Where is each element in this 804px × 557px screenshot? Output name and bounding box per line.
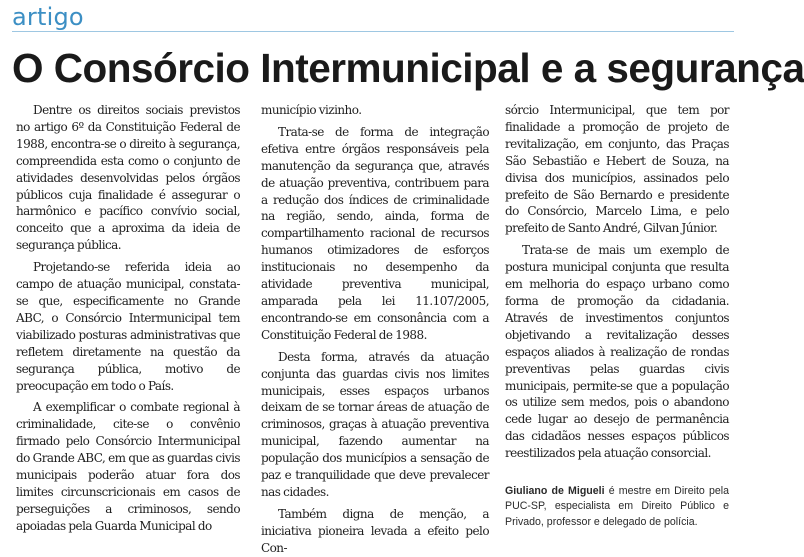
paragraph: A exemplificar o combate regional à criminalidade, cite-se o convênio firmado pelo Consórcio Intermunicipal do Grande ABC, em que as guardas civis municipais poderão atuar fora dos limites circunscricionais em casos de perseguições a criminosos, sendo apoiadas pela Guarda Municipal do — [16, 400, 240, 533]
article-headline: O Consórcio Intermunicipal e a segurança — [12, 45, 804, 91]
section-divider — [12, 31, 734, 32]
paragraph: Também digna de menção, a iniciativa pioneira levada a efeito pelo Con- — [261, 506, 489, 555]
paragraph-continuation: município vizinho. — [261, 103, 362, 117]
paragraph: Trata-se de mais um exemplo de postura municipal conjunta que resulta em melhoria do espaço urbano como forma de promoção da cidadania. Através de investimentos conjuntos objetivando a revitalização desses espaços aliados à realização de rondas preventivas pelas guardas civis municipais, permite-se que a população os utilize sem medos, pois o abandono cede lugar ao desejo de permanência das cidadãos nesses espaços públicos reestilizados pela atuação consorcial. — [505, 243, 729, 461]
section-tag: artigo — [12, 3, 84, 31]
paragraph: Trata-se de forma de integração efetiva entre órgãos responsáveis pela manutenção da segurança que, através de atuação preventiva, contribuem para a redução dos índices de criminalidade na região, sendo, ainda, forma de compartilhamento racional de recursos humanos otimizadores de esforços institucionais no desempenho da atividade preventiva municipal, amparada pela lei 11.107/2005, encontrando-se em consonância com a Constituição Federal de 1988. — [261, 124, 489, 342]
author-name: Giuliano de Migueli — [505, 485, 605, 497]
article-column-1 — [16, 102, 240, 535]
article-column-3 — [505, 102, 729, 462]
author-bio: é mestre em Direito pela PUC-SP, especialista em Direito Público e Privado, professor e delegado de polícia. — [505, 485, 729, 528]
paragraph: Projetando-se referida ideia ao campo de atuação municipal, constata-se que, especificamente no Grande ABC, o Consórcio Intermunicipal tem viabilizado posturas administrativas que refletem diretamente na questão da segurança pública, motivo de preocupação em todo o País. — [16, 260, 240, 393]
paragraph: Desta forma, através da atuação conjunta das guardas civis nos limites municipais, esses espaços urbanos deixam de se tornar áreas de atuação de criminosos, graças à atuação preventiva municipal, fazendo aumentar na população dos municípios a sensação de paz e tranquilidade que deve prevalecer nas cidades. — [261, 349, 489, 499]
paragraph-continuation: sórcio Intermunicipal, que tem por finalidade a promoção de projeto de revitalização, em conjunto, das Praças São Sebastião e Hebert de Souza, na divisa dos municípios, assinados pelo prefeito de São Bernardo e presidente do Consórcio, Marcelo Lima, e pelo prefeito de Santo André, Gilvan Júnior. — [505, 103, 729, 236]
paragraph: Dentre os direitos sociais previstos no artigo 6º da Constituição Federal de 1988, encontra-se o direito à segurança, compreendida esta como o conjunto de atividades desenvolvidas pelos órgãos públicos cuja finalidade é assegurar o harmônico e pacífico convívio social, conceito que a aproxima da ideia de segurança pública. — [16, 103, 240, 253]
article-column-2 — [261, 102, 489, 557]
author-note — [505, 484, 729, 530]
